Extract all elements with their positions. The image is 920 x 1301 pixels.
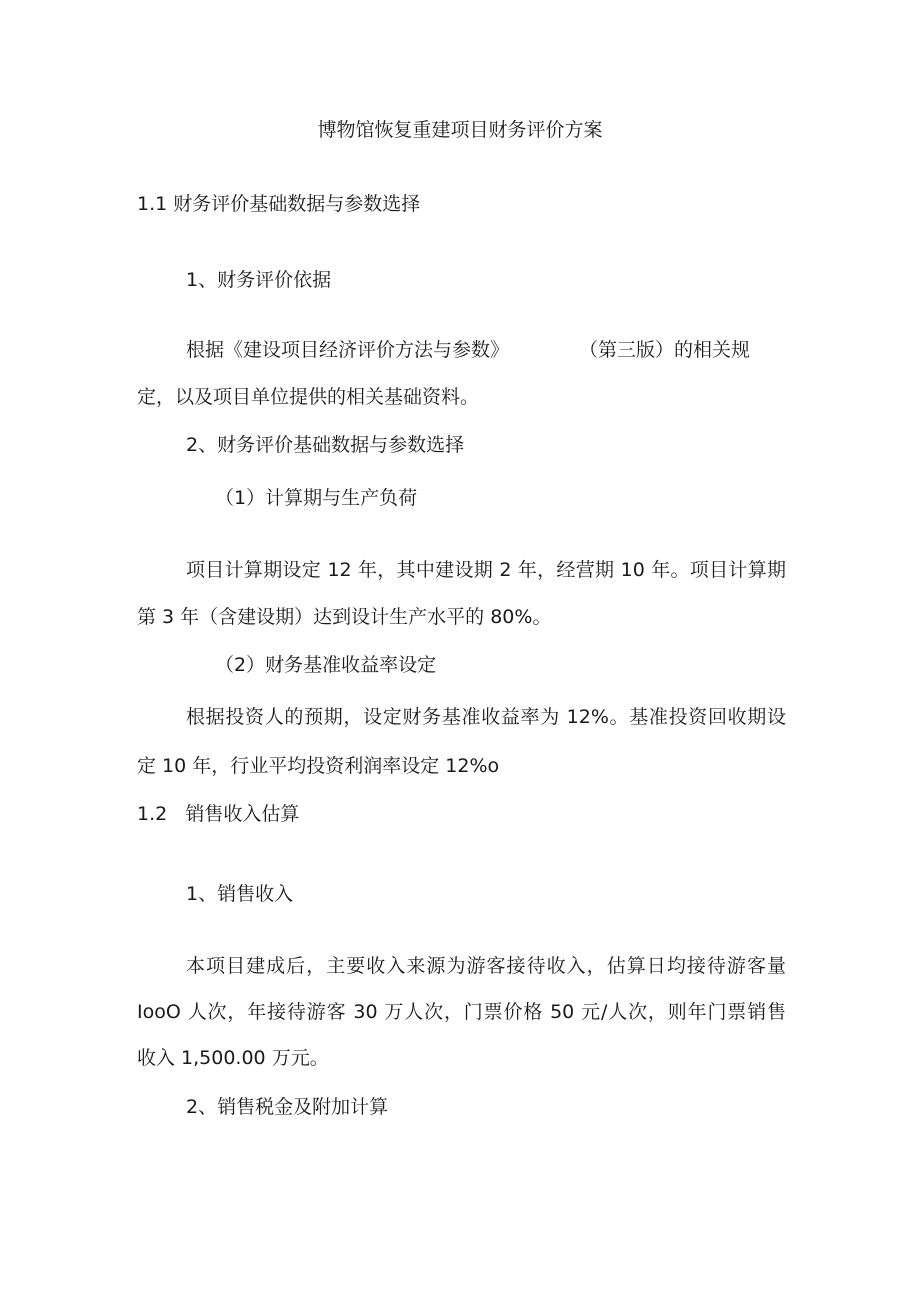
subheading-parameters: 2、财务评价基础数据与参数选择: [186, 434, 465, 456]
paragraph-revenue-line-2: IooO 人次，年接待游客 30 万人次，门票价格 50 元/人次，则年门票销售: [137, 1001, 786, 1023]
item-heading-benchmark-rate: （2）财务基准收益率设定: [215, 654, 437, 676]
paragraph-benchmark-line-1: 根据投资人的预期，设定财务基准收益率为 12%。基准投资回收期设: [186, 706, 786, 728]
paragraph-basis-line-1: [186, 338, 786, 362]
paragraph-calc-period-line-2: 第 3 年（含建设期）达到设计生产水平的 80%。: [137, 606, 552, 628]
subheading-sales-revenue: 1、销售收入: [186, 883, 294, 905]
subheading-basis: 1、财务评价依据: [186, 269, 332, 291]
paragraph-revenue-line-1: 本项目建成后，主要收入来源为游客接待收入，估算日均接待游客量: [186, 955, 786, 977]
paragraph-benchmark-line-2: 定 10 年，行业平均投资利润率设定 12%o: [137, 755, 500, 777]
section-heading-1-1: 1.1 财务评价基础数据与参数选择: [137, 193, 421, 215]
paragraph-revenue-line-3: 收入 1,500.00 万元。: [137, 1047, 329, 1069]
section-heading-1-2: 1.2 销售收入估算: [137, 803, 300, 825]
basis-text-b: （第三版）的相关规: [579, 339, 751, 361]
paragraph-basis-line-2: 定，以及项目单位提供的相关基础资料。: [137, 386, 480, 408]
document-title: 博物馆恢复重建项目财务评价方案: [317, 119, 603, 141]
paragraph-calc-period-line-1: 项目计算期设定 12 年，其中建设期 2 年，经营期 10 年。项目计算期: [186, 559, 786, 581]
basis-text-a: 根据《建设项目经济评价方法与参数》: [186, 339, 510, 361]
subheading-sales-tax: 2、销售税金及附加计算: [186, 1096, 389, 1118]
item-heading-calc-period: （1）计算期与生产负荷: [215, 487, 418, 509]
